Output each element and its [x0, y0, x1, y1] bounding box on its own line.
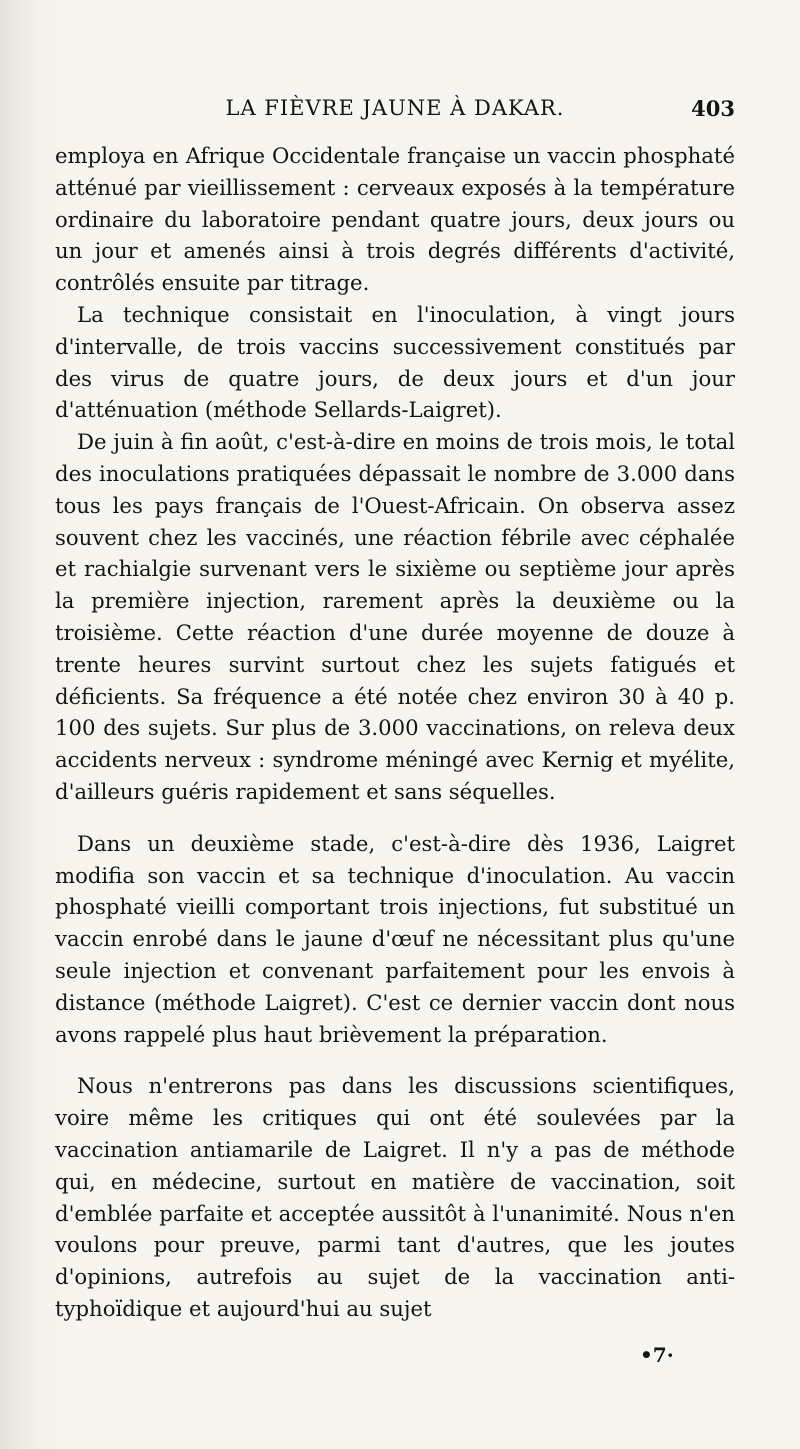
paragraph-second-stage: Dans un deuxième stade, c'est-à-dire dès 1936, Laigret modifia son vaccin et sa technique d'inoculation. Au vaccin phosphaté vieilli comportant trois injections, fut substitué un vaccin enrobé dans le jaune d'œuf ne nécessitant plus qu'une seule injection et convenant parfaitement pour les envois à distance (méthode Laigret). C'est ce dernier vaccin dont nous avons rappelé plus haut brièvement la préparation.	[55, 830, 735, 1047]
paragraph-inoculations: De juin à fin août, c'est-à-dire en moins de trois mois, le total des inoculations pratiquées dépassait le nombre de 3.000 dans tous les pays français de l'Ouest-Africain. On observa assez souvent chez les vaccinés, une réaction fébrile avec céphalée et rachialgie survenant vers le sixième ou septième jour après la première injection, rarement après la deuxième ou la troisième. Cette réaction d'une durée moyenne de douze à trente heures survint surtout chez les sujets fatigués et déficients. Sa fréquence a été notée chez environ 30 à 40 p. 100 des sujets. Sur plus de 3.000 vaccinations, on releva deux accidents nerveux : syndrome méningé avec Kernig et myélite, d'ailleurs guéris rapidement et sans séquelles.	[55, 429, 735, 804]
signature-mark: •7·	[640, 1343, 674, 1367]
body-text	[55, 140, 735, 1325]
running-title: LA FIÈVRE JAUNE À DAKAR.	[225, 96, 565, 120]
paragraph-discussions: Nous n'entrerons pas dans les discussions scientifiques, voire même les critiques qui ont été soulevées par la vaccination antiamarile de Laigret. Il n'y a pas de méthode qui, en médecine, surtout en matière de vaccination, soit d'emblée parfaite et acceptée aussitôt à l'unanimité. Nous n'en voulons pour preuve, parmi tant d'autres, que les joutes d'opinions, autrefois au sujet de la vaccination anti-typhoïdique et aujourd'hui au sujet	[55, 1073, 735, 1321]
paragraph-continuation: employa en Afrique Occidentale française un vaccin phosphaté atténué par vieillissement : cerveaux exposés à la température ordinaire du laboratoire pendant quatre jours, deux jours ou un jour et amenés ainsi à trois degrés différents d'activité, contrôlés ensuite par titrage.	[55, 143, 735, 296]
page-header	[55, 92, 735, 126]
paragraph-technique: La technique consistait en l'inoculation, à vingt jours d'intervalle, de trois vaccins successivement constitués par des virus de quatre jours, de deux jours et d'un jour d'atténuation (méthode Sellards-Laigret).	[55, 301, 735, 423]
page-number: 403	[691, 96, 735, 121]
